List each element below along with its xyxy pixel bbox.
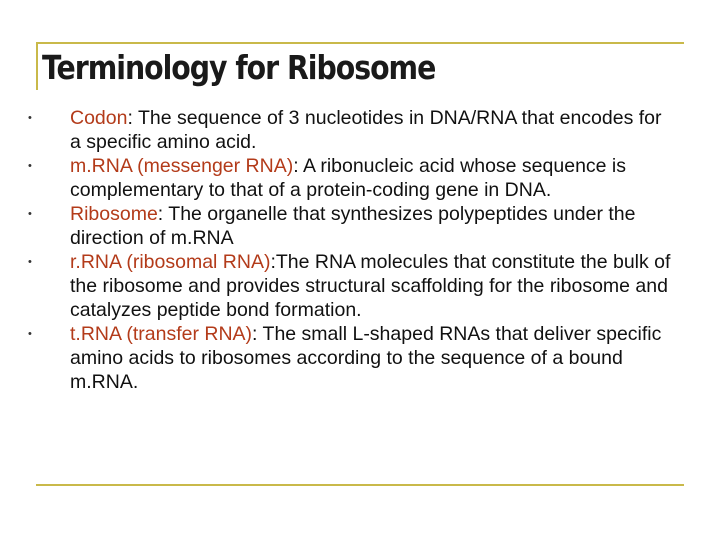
bullet-definition: : The organelle that synthesizes polypeptides under the direction of m.RNA bbox=[70, 203, 636, 249]
frame-bottom-line bbox=[36, 484, 684, 486]
bullet-definition: : The sequence of 3 nucleotides in DNA/RNA that encodes for a specific amino acid. bbox=[70, 107, 662, 153]
frame-left-line bbox=[36, 42, 38, 90]
bullet-codon bbox=[22, 106, 672, 154]
bullet-dot-icon: • bbox=[28, 256, 32, 268]
slide-title: Terminology for Ribosome bbox=[42, 48, 436, 87]
bullet-dot-icon: • bbox=[28, 160, 32, 172]
bullet-trna bbox=[22, 322, 672, 394]
bullet-dot-icon: • bbox=[28, 328, 32, 340]
frame-top-line bbox=[36, 42, 684, 44]
bullet-ribosome bbox=[22, 202, 672, 250]
bullet-term: r.RNA (ribosomal RNA) bbox=[70, 251, 271, 273]
bullet-definition: : A ribonucleic acid whose sequence is complementary to that of a protein-coding gene in DNA. bbox=[70, 155, 627, 201]
bullet-definition: : The small L-shaped RNAs that deliver specific amino acids to ribosomes according to the sequence of a bound m.RNA. bbox=[70, 323, 662, 393]
bullet-definition: :The RNA molecules that constitute the bulk of the ribosome and provides structural scaffolding for the ribosome and catalyzes peptide bond formation. bbox=[70, 251, 671, 321]
bullet-mrna bbox=[22, 154, 672, 202]
bullet-dot-icon: • bbox=[28, 112, 32, 124]
bullet-dot-icon: • bbox=[28, 208, 32, 220]
bullet-term: t.RNA (transfer RNA) bbox=[70, 323, 253, 345]
bullet-term: Codon bbox=[70, 107, 128, 129]
bullet-rrna bbox=[22, 250, 672, 322]
bullet-list bbox=[22, 106, 672, 394]
bullet-term: Ribosome bbox=[70, 203, 158, 225]
bullet-term: m.RNA (messenger RNA) bbox=[70, 155, 294, 177]
